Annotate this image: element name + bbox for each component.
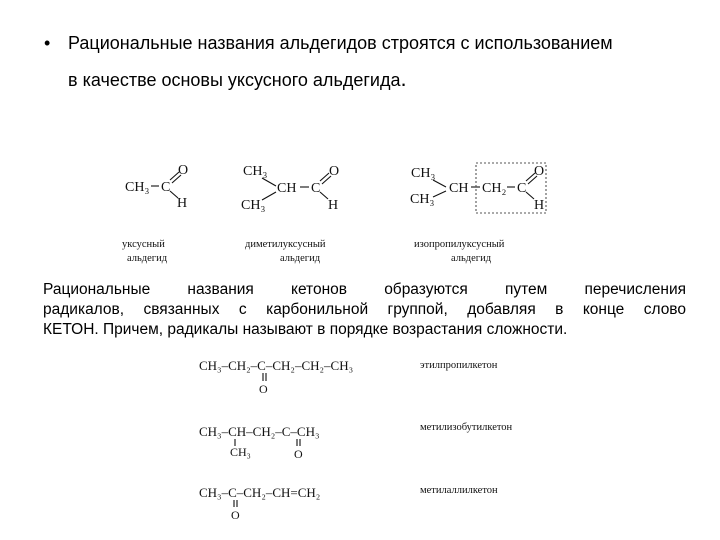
ketone-2-branch: CH₃ — [230, 445, 251, 459]
intro-line-2: в качестве основы уксусного альдегида. — [68, 66, 407, 91]
ketone-3-formula: CH₃–C–CH₂–CH=CH₂ — [199, 485, 321, 500]
ketone-1-oxygen: O — [259, 382, 268, 396]
acetaldehyde-ch3: CH₃ — [125, 180, 150, 195]
dimethyl-ch3-top: CH₃ — [243, 164, 268, 179]
dimethyl-h: H — [328, 198, 339, 213]
acetaldehyde-h: H — [177, 196, 188, 211]
ketone-2-formula: CH₃–CH–CH₂–C–CH₃ — [199, 424, 320, 439]
isopropyl-caption-1: изопропилуксусный — [414, 239, 505, 250]
isopropyl-c: C — [517, 181, 527, 196]
isopropyl-ch: CH — [449, 181, 469, 196]
acetaldehyde-o: O — [178, 163, 189, 178]
intro-line-1: Рациональные названия альдегидов строятся с использованием — [68, 33, 613, 53]
ketone-paragraph-line-3: КЕТОН. Причем, радикалы называют в порядке возрастания сложности. — [43, 321, 568, 338]
ketone-2-oxygen: O — [294, 447, 303, 461]
isopropyl-h: H — [534, 198, 545, 213]
isopropyl-ch2: CH₂ — [482, 181, 507, 196]
dimethyl-c: C — [311, 181, 321, 196]
ketone-methylallyl — [199, 485, 498, 522]
acetaldehyde-caption-2: альдегид — [127, 253, 168, 264]
ketone-paragraph-line-1: Рациональные названия кетонов образуются путем перечисления — [43, 281, 686, 298]
isopropyl-ch3-top: CH₃ — [411, 166, 436, 181]
ketone-2-name: метилизобутилкетон — [420, 422, 513, 433]
bullet-marker: • — [44, 33, 51, 53]
ketone-3-oxygen: O — [231, 508, 240, 522]
isopropyl-ch3-bottom: CH₃ — [410, 192, 435, 207]
isopropyl-o: O — [534, 164, 545, 179]
dimethyl-caption-2: альдегид — [280, 253, 321, 264]
ketone-paragraph-line-2: радикалов, связанных с карбонильной группой, добавляя в конце слово — [43, 301, 686, 318]
dimethyl-ch3-bottom: CH₃ — [241, 198, 266, 213]
acetaldehyde-c: C — [161, 180, 171, 195]
ketone-1-formula: CH₃–CH₂–C–CH₂–CH₂–CH₃ — [199, 358, 354, 373]
dimethyl-ch: CH — [277, 181, 297, 196]
ketone-1-name: этилпропилкетон — [420, 360, 498, 371]
ketone-3-name: метилаллилкетон — [420, 485, 498, 496]
acetaldehyde-caption-1: уксусный — [122, 239, 165, 250]
ketone-ethylpropyl — [199, 358, 498, 396]
isopropyl-caption-2: альдегид — [451, 253, 492, 264]
dimethyl-o: O — [329, 164, 340, 179]
dimethyl-caption-1: диметилуксусный — [245, 239, 326, 250]
ketone-methylisobutyl — [199, 422, 513, 461]
